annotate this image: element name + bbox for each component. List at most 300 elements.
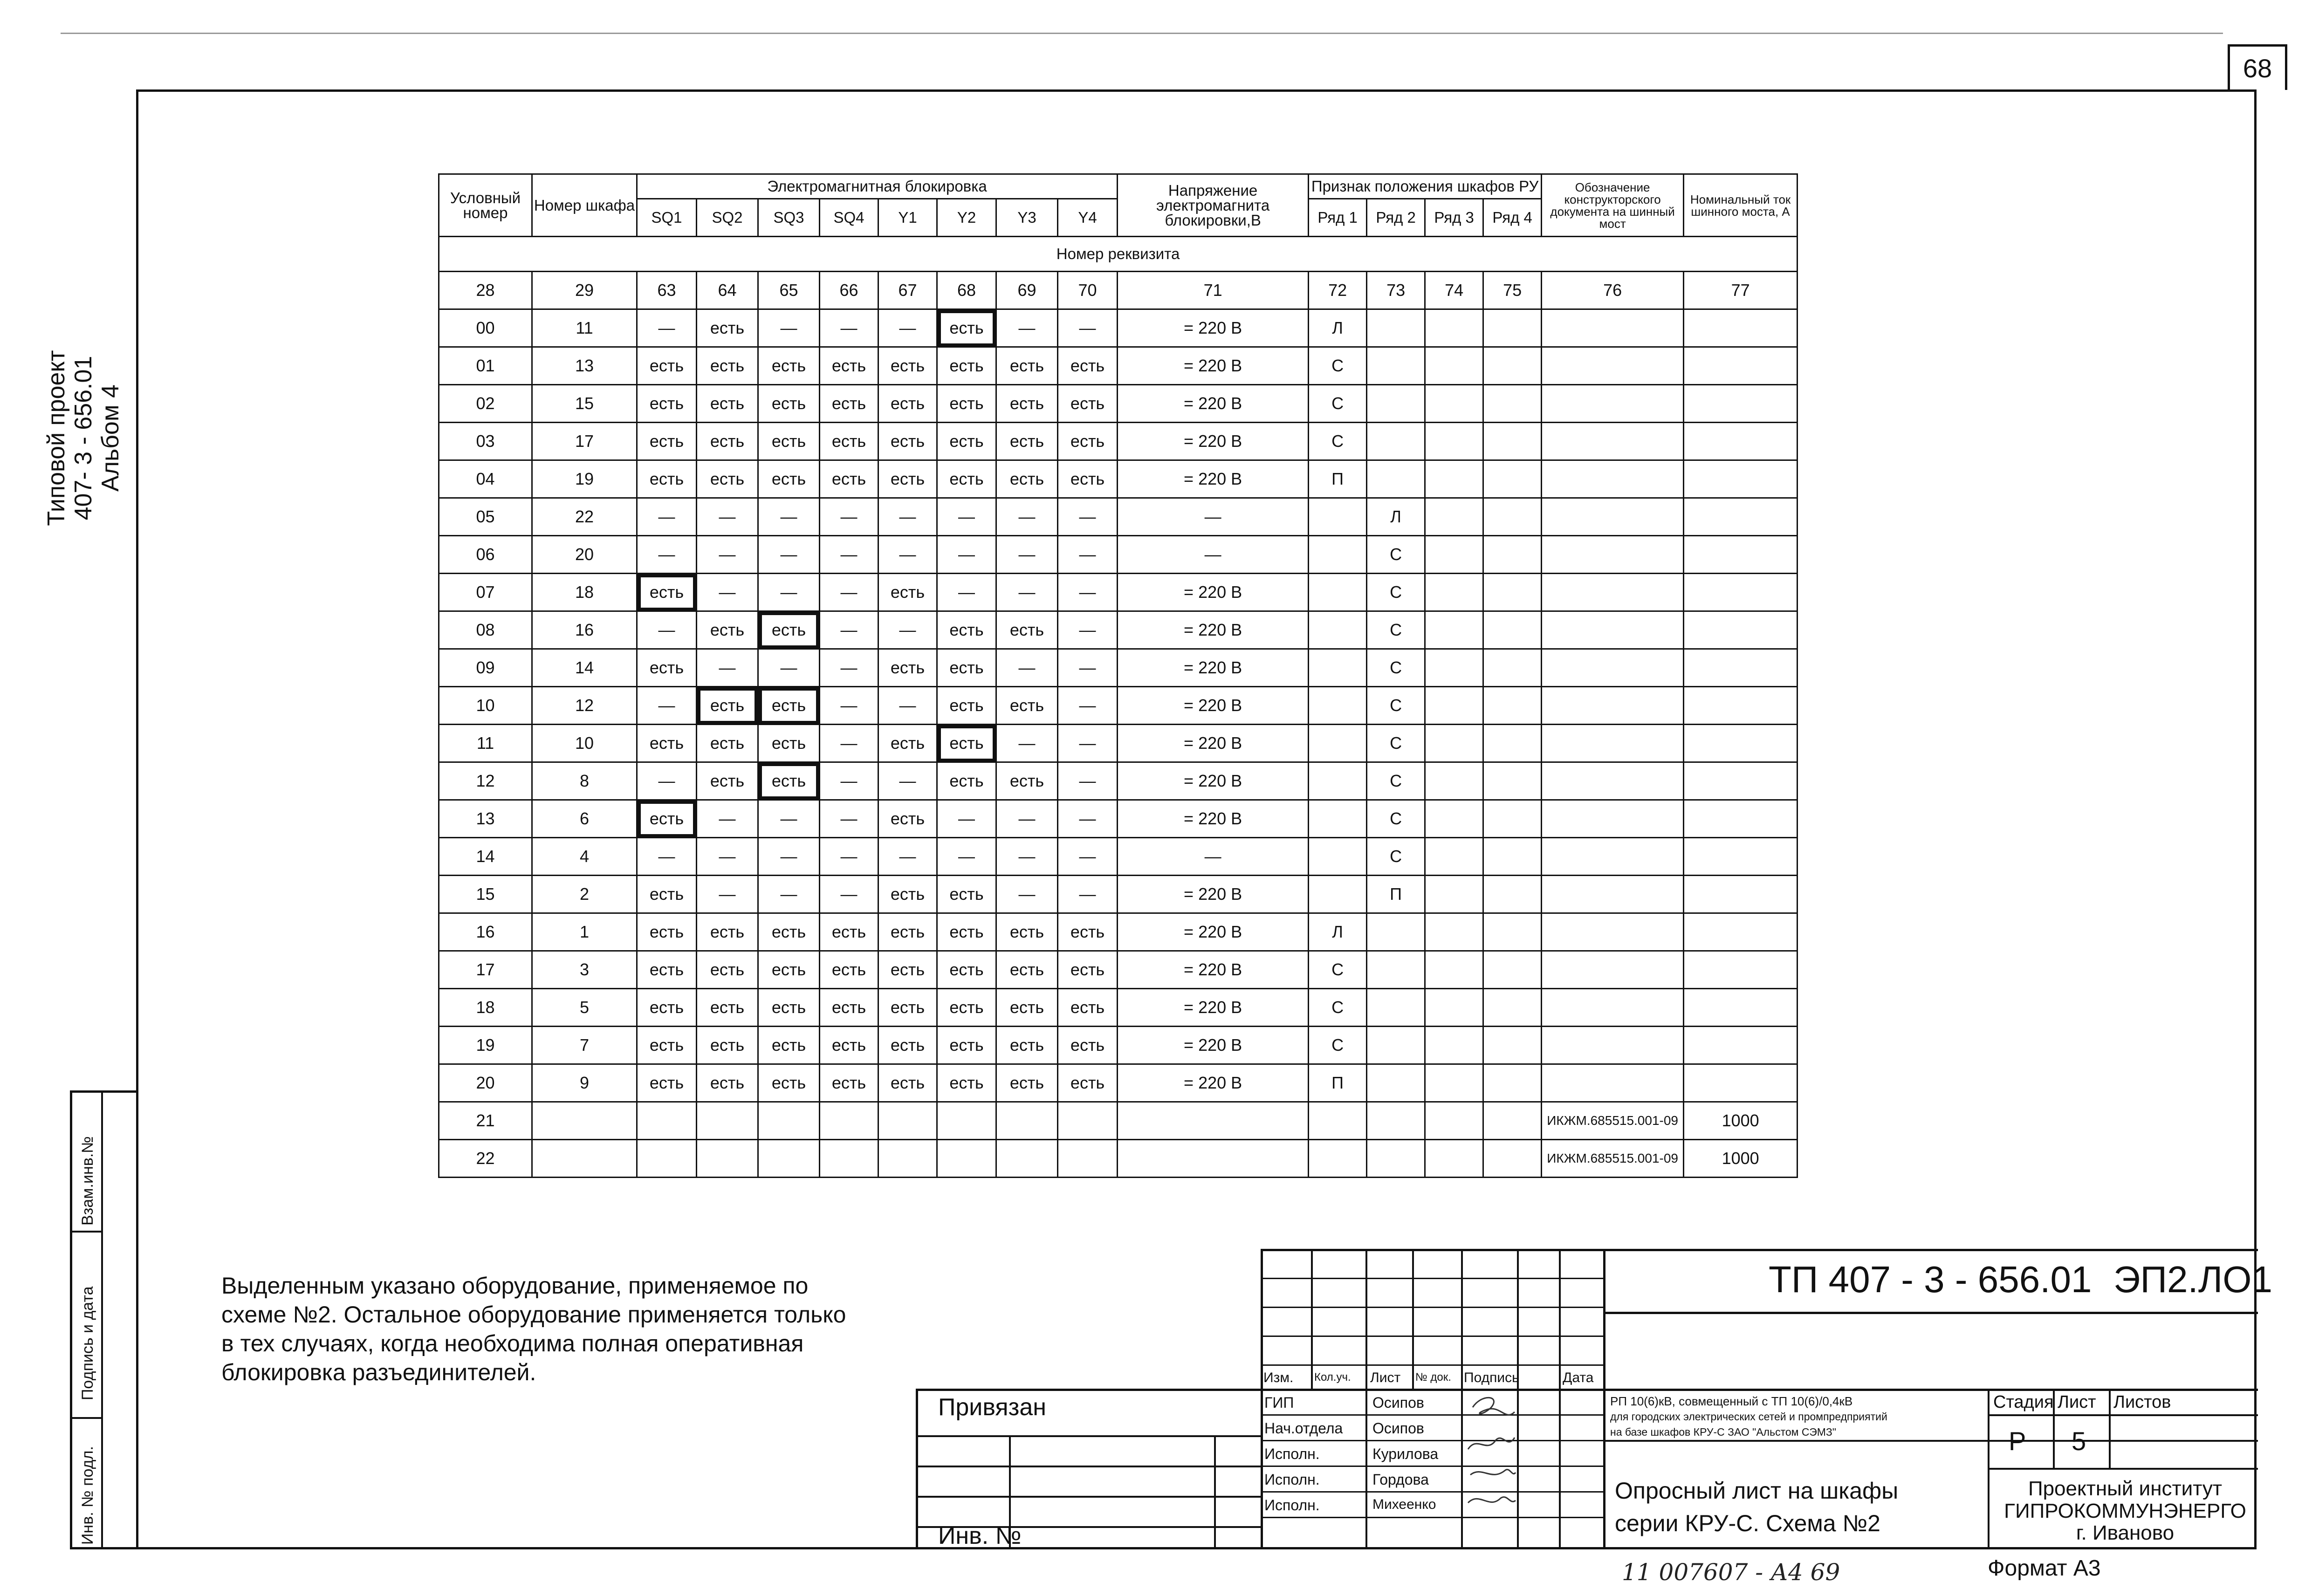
table-cell — [1425, 725, 1483, 762]
table-cell: ИКЖМ.685515.001-09 — [1542, 1102, 1684, 1140]
table-cell: С — [1309, 951, 1367, 989]
table-cell: 04 — [439, 460, 532, 498]
sheet-code: ЭП2.ЛО1 — [2113, 1259, 2272, 1300]
table-cell: 14 — [532, 649, 637, 687]
table-cell — [1684, 536, 1797, 574]
table-cell — [1542, 460, 1684, 498]
col-izm: Изм. — [1263, 1370, 1294, 1385]
table-row — [439, 913, 1797, 951]
table-cell: — — [878, 611, 937, 649]
table-cell: есть — [878, 423, 937, 460]
table-cell: есть — [937, 913, 996, 951]
table-cell: П — [1309, 1064, 1367, 1102]
project-desc-2: для городских электрических сетей и промпредприятий — [1610, 1411, 1887, 1423]
table-cell — [1684, 725, 1797, 762]
header-uslovny: Условный номер — [439, 174, 532, 237]
table-cell: 13 — [439, 800, 532, 838]
table-cell: 10 — [439, 687, 532, 725]
header-ryad: Ряд 1 — [1309, 199, 1367, 237]
table-cell: С — [1367, 687, 1425, 725]
table-cell — [1542, 498, 1684, 536]
table-cell: — — [996, 574, 1058, 611]
table-cell: = 220 В — [1118, 309, 1309, 347]
table-cell — [1309, 876, 1367, 913]
table-cell — [1483, 989, 1542, 1027]
table-cell — [1542, 762, 1684, 800]
table-cell — [1684, 385, 1797, 423]
table-cell — [697, 1102, 758, 1140]
table-row — [439, 574, 1797, 611]
col-list: Лист — [1370, 1370, 1401, 1385]
table-cell — [1542, 800, 1684, 838]
table-cell: 11 — [439, 725, 532, 762]
code-cell: 63 — [637, 272, 697, 309]
table-cell — [1483, 951, 1542, 989]
table-cell: — — [1118, 498, 1309, 536]
note-text: Выделенным указано оборудование, применяемое по схеме №2. Остальное оборудование применяется только в тех случаях, когда необходима полная оперативная блокировка разъединителей. — [221, 1273, 846, 1385]
header-em-col: SQ4 — [820, 199, 878, 237]
col-data: Дата — [1563, 1370, 1594, 1385]
table-cell: есть — [697, 913, 758, 951]
table-cell: есть — [697, 385, 758, 423]
table-cell: — — [697, 649, 758, 687]
table-cell — [1483, 1140, 1542, 1178]
table-cell — [1425, 611, 1483, 649]
table-cell: есть — [996, 1064, 1058, 1102]
table-cell: 03 — [439, 423, 532, 460]
table-cell: = 220 В — [1118, 574, 1309, 611]
table-cell: = 220 В — [1118, 762, 1309, 800]
table-cell: 12 — [532, 687, 637, 725]
name-kurilova: Курилова — [1372, 1445, 1439, 1462]
table-cell — [1367, 913, 1425, 951]
table-cell: 17 — [439, 951, 532, 989]
table-cell — [1309, 574, 1367, 611]
table-cell — [637, 1140, 697, 1178]
table-cell: 15 — [439, 876, 532, 913]
table-cell — [697, 1140, 758, 1178]
table-cell: есть — [996, 687, 1058, 725]
table-cell: С — [1309, 423, 1367, 460]
table-cell: есть — [820, 423, 878, 460]
table-cell: 12 — [439, 762, 532, 800]
table-cell — [1425, 838, 1483, 876]
header-priznak: Признак положения шкафов РУ — [1309, 174, 1542, 199]
table-cell — [1483, 687, 1542, 725]
table-cell: есть — [637, 1064, 697, 1102]
table-cell — [1542, 536, 1684, 574]
table-row — [439, 951, 1797, 989]
table-cell — [878, 1102, 937, 1140]
table-cell: 6 — [532, 800, 637, 838]
table-cell: — — [996, 800, 1058, 838]
table-cell: 06 — [439, 536, 532, 574]
table-cell: есть — [820, 347, 878, 385]
table-cell — [1118, 1140, 1309, 1178]
table-cell: есть — [937, 309, 996, 347]
table-cell — [1425, 423, 1483, 460]
table-cell: есть — [878, 1064, 937, 1102]
table-cell: есть — [697, 1027, 758, 1064]
header-em-col: SQ3 — [758, 199, 820, 237]
table-cell — [1684, 423, 1797, 460]
header-em-col: Y4 — [1058, 199, 1118, 237]
table-cell: — — [996, 498, 1058, 536]
table-cell — [1425, 913, 1483, 951]
table-cell: есть — [697, 611, 758, 649]
table-cell: — — [996, 536, 1058, 574]
table-cell: 07 — [439, 574, 532, 611]
table-cell: Л — [1309, 913, 1367, 951]
header-ryad: Ряд 3 — [1425, 199, 1483, 237]
table-cell: — — [637, 536, 697, 574]
table-cell: — — [1118, 838, 1309, 876]
table-cell: 22 — [439, 1140, 532, 1178]
table-cell: есть — [637, 876, 697, 913]
code-cell: 73 — [1367, 272, 1425, 309]
table-cell: 7 — [532, 1027, 637, 1064]
table-cell: — — [637, 309, 697, 347]
table-cell: есть — [996, 611, 1058, 649]
table-cell: — — [820, 687, 878, 725]
name-miheenko: Михеенко — [1372, 1497, 1436, 1512]
table-cell: — — [1058, 876, 1118, 913]
table-cell: — — [878, 687, 937, 725]
table-cell — [996, 1140, 1058, 1178]
table-row — [439, 762, 1797, 800]
table-cell: — — [996, 838, 1058, 876]
header-em-col: Y3 — [996, 199, 1058, 237]
table-cell: есть — [697, 460, 758, 498]
table-cell — [1483, 498, 1542, 536]
table-cell: — — [758, 649, 820, 687]
table-cell: — — [1058, 498, 1118, 536]
table-cell — [1483, 574, 1542, 611]
table-cell: есть — [996, 423, 1058, 460]
code-cell: 68 — [937, 272, 996, 309]
table-cell: — — [758, 309, 820, 347]
table-cell: 15 — [532, 385, 637, 423]
vzam-inv-label: Взам.инв.№ — [79, 1136, 96, 1226]
table-cell — [1483, 800, 1542, 838]
requisite-table — [438, 173, 1798, 1178]
table-cell: есть — [1058, 460, 1118, 498]
table-cell: есть — [878, 460, 937, 498]
table-cell: 00 — [439, 309, 532, 347]
table-cell: = 220 В — [1118, 725, 1309, 762]
table-cell: = 220 В — [1118, 913, 1309, 951]
table-cell: есть — [937, 1027, 996, 1064]
table-cell: 3 — [532, 951, 637, 989]
listov-label: Листов — [2113, 1392, 2171, 1412]
table-row — [439, 498, 1797, 536]
table-cell: — — [996, 725, 1058, 762]
table-cell: есть — [637, 725, 697, 762]
table-cell: есть — [996, 989, 1058, 1027]
table-cell: — — [820, 574, 878, 611]
code-cell: 71 — [1118, 272, 1309, 309]
title-block — [916, 1249, 2272, 1549]
table-cell: — — [1058, 649, 1118, 687]
org-line-2: ГИПРОКОММУНЭНЕРГО — [2004, 1500, 2246, 1522]
table-cell — [532, 1140, 637, 1178]
table-cell: есть — [820, 951, 878, 989]
table-cell: = 220 В — [1118, 460, 1309, 498]
table-cell: — — [878, 838, 937, 876]
table-cell: есть — [878, 649, 937, 687]
table-cell: = 220 В — [1118, 989, 1309, 1027]
table-cell: есть — [758, 423, 820, 460]
table-cell — [1542, 1064, 1684, 1102]
code-cell: 77 — [1684, 272, 1797, 309]
table-cell: есть — [637, 913, 697, 951]
table-cell: = 220 В — [1118, 1064, 1309, 1102]
table-cell — [1483, 460, 1542, 498]
table-cell — [1425, 1027, 1483, 1064]
table-cell — [1309, 687, 1367, 725]
table-cell: — — [820, 536, 878, 574]
table-cell: = 220 В — [1118, 423, 1309, 460]
table-cell: есть — [758, 347, 820, 385]
inv-no-label: Инв. № — [938, 1522, 1022, 1549]
table-cell — [937, 1140, 996, 1178]
table-cell: 20 — [439, 1064, 532, 1102]
table-cell: 11 — [532, 309, 637, 347]
privyazan-label: Привязан — [938, 1394, 1047, 1421]
table-cell: есть — [697, 423, 758, 460]
table-cell — [1684, 838, 1797, 876]
table-cell: есть — [937, 876, 996, 913]
table-cell: есть — [937, 460, 996, 498]
table-cell: есть — [820, 989, 878, 1027]
table-cell — [1542, 913, 1684, 951]
table-row — [439, 1140, 1797, 1178]
table-cell: есть — [878, 1027, 937, 1064]
list-label: Лист — [2058, 1392, 2096, 1412]
table-cell — [1309, 1140, 1367, 1178]
table-cell — [1425, 762, 1483, 800]
table-cell — [1425, 687, 1483, 725]
table-cell: есть — [1058, 989, 1118, 1027]
table-cell: есть — [878, 725, 937, 762]
table-row — [439, 536, 1797, 574]
table-cell — [1684, 913, 1797, 951]
table-cell: есть — [996, 460, 1058, 498]
table-cell: есть — [697, 989, 758, 1027]
table-row — [439, 385, 1797, 423]
table-cell — [1483, 347, 1542, 385]
table-cell: П — [1309, 460, 1367, 498]
table-cell: есть — [758, 460, 820, 498]
table-cell: — — [996, 649, 1058, 687]
header-em-col: Y2 — [937, 199, 996, 237]
table-cell: есть — [820, 460, 878, 498]
table-cell — [637, 1102, 697, 1140]
code-cell: 66 — [820, 272, 878, 309]
table-cell: 16 — [439, 913, 532, 951]
table-cell: есть — [697, 951, 758, 989]
table-cell: есть — [878, 876, 937, 913]
table-cell: — — [937, 574, 996, 611]
table-cell — [1483, 309, 1542, 347]
table-cell: — — [758, 574, 820, 611]
table-cell: — — [758, 800, 820, 838]
table-cell: есть — [937, 951, 996, 989]
table-cell: — — [996, 876, 1058, 913]
table-cell: — — [878, 536, 937, 574]
table-row — [439, 687, 1797, 725]
table-cell: есть — [758, 989, 820, 1027]
table-cell — [532, 1102, 637, 1140]
table-cell — [1425, 498, 1483, 536]
table-cell: — — [637, 838, 697, 876]
table-cell — [1483, 838, 1542, 876]
code-cell: 64 — [697, 272, 758, 309]
table-cell — [1309, 611, 1367, 649]
table-cell — [1542, 347, 1684, 385]
role-ispoln: Исполн. — [1264, 1471, 1320, 1488]
table-cell: есть — [1058, 347, 1118, 385]
table-cell — [1118, 1102, 1309, 1140]
table-cell — [1367, 309, 1425, 347]
table-cell: С — [1367, 649, 1425, 687]
table-cell: — — [820, 309, 878, 347]
table-cell — [1684, 498, 1797, 536]
table-cell: есть — [697, 762, 758, 800]
page-number: 68 — [2228, 44, 2287, 90]
table-cell: есть — [937, 1064, 996, 1102]
table-cell — [1367, 385, 1425, 423]
code-cell: 69 — [996, 272, 1058, 309]
table-cell: П — [1367, 876, 1425, 913]
table-cell: есть — [820, 1027, 878, 1064]
table-cell — [1483, 611, 1542, 649]
table-cell: 17 — [532, 423, 637, 460]
table-cell: — — [820, 649, 878, 687]
table-cell: 2 — [532, 876, 637, 913]
header-nominal: Номинальный ток шинного моста, А — [1684, 174, 1797, 237]
name-osipov: Осипов — [1372, 1394, 1424, 1411]
table-cell: есть — [937, 725, 996, 762]
table-cell: 10 — [532, 725, 637, 762]
table-cell — [1483, 385, 1542, 423]
table-cell: 13 — [532, 347, 637, 385]
table-row — [439, 1102, 1797, 1140]
header-nomer-shkafa: Номер шкафа — [532, 174, 637, 237]
table-cell — [1483, 1027, 1542, 1064]
podpis-data-label: Подпись и дата — [79, 1286, 96, 1400]
table-cell: 01 — [439, 347, 532, 385]
table-cell — [1425, 309, 1483, 347]
side-header-line2: 407- 3 - 656.01 — [70, 356, 97, 521]
table-cell: — — [820, 762, 878, 800]
table-cell: — — [937, 498, 996, 536]
table-row — [439, 460, 1797, 498]
table-cell — [1542, 687, 1684, 725]
table-cell — [1542, 1027, 1684, 1064]
table-cell: С — [1367, 762, 1425, 800]
table-cell — [1309, 725, 1367, 762]
table-cell: — — [878, 762, 937, 800]
table-cell: есть — [637, 649, 697, 687]
table-cell: С — [1367, 536, 1425, 574]
table-cell — [1367, 1064, 1425, 1102]
code-cell: 72 — [1309, 272, 1367, 309]
table-cell: есть — [1058, 1027, 1118, 1064]
table-row — [439, 989, 1797, 1027]
table-cell: есть — [637, 347, 697, 385]
table-cell: есть — [878, 385, 937, 423]
table-cell: есть — [637, 800, 697, 838]
role-ispoln: Исполн. — [1264, 1497, 1320, 1514]
table-cell: = 220 В — [1118, 385, 1309, 423]
stage-value: Р — [2009, 1426, 2026, 1456]
code-row — [439, 272, 1797, 309]
header-em-col: SQ1 — [637, 199, 697, 237]
table-cell: есть — [820, 1064, 878, 1102]
table-cell — [758, 1102, 820, 1140]
table-cell: = 220 В — [1118, 611, 1309, 649]
table-cell — [1309, 498, 1367, 536]
table-cell: есть — [878, 913, 937, 951]
code-cell: 75 — [1483, 272, 1542, 309]
table-cell — [1483, 725, 1542, 762]
header-napryazhenie: Напряжение электромагнита блокировки,В — [1118, 174, 1309, 237]
table-cell: С — [1367, 574, 1425, 611]
table-cell — [1684, 762, 1797, 800]
table-cell: есть — [758, 385, 820, 423]
table-cell: — — [697, 876, 758, 913]
table-cell: есть — [697, 687, 758, 725]
table-cell: есть — [878, 989, 937, 1027]
table-cell — [1425, 536, 1483, 574]
table-cell: есть — [637, 989, 697, 1027]
table-cell: — — [758, 876, 820, 913]
table-cell: есть — [1058, 913, 1118, 951]
table-cell: — — [820, 611, 878, 649]
table-cell: = 220 В — [1118, 687, 1309, 725]
table-cell: есть — [758, 951, 820, 989]
header-ryad: Ряд 2 — [1367, 199, 1425, 237]
table-cell — [1058, 1102, 1118, 1140]
table-cell: — — [697, 838, 758, 876]
table-cell: есть — [637, 385, 697, 423]
table-cell: — — [1058, 611, 1118, 649]
doc-code: ТП 407 - 3 - 656.01 — [1769, 1259, 2092, 1300]
table-row — [439, 347, 1797, 385]
table-cell: есть — [637, 574, 697, 611]
table-cell — [1542, 385, 1684, 423]
table-cell: 8 — [532, 762, 637, 800]
table-cell — [1425, 800, 1483, 838]
table-cell: есть — [878, 800, 937, 838]
header-nomer-rekvizita: Номер реквизита — [439, 237, 1797, 272]
table-cell — [1309, 649, 1367, 687]
table-cell — [1367, 989, 1425, 1027]
table-cell — [758, 1140, 820, 1178]
table-cell — [1309, 1102, 1367, 1140]
table-row — [439, 876, 1797, 913]
table-cell: — — [937, 838, 996, 876]
table-cell — [1425, 574, 1483, 611]
table-cell: — — [697, 536, 758, 574]
table-cell: — — [697, 800, 758, 838]
table-cell: есть — [996, 951, 1058, 989]
table-cell: есть — [878, 951, 937, 989]
table-cell — [1684, 611, 1797, 649]
table-cell: есть — [996, 913, 1058, 951]
table-cell — [1684, 1027, 1797, 1064]
